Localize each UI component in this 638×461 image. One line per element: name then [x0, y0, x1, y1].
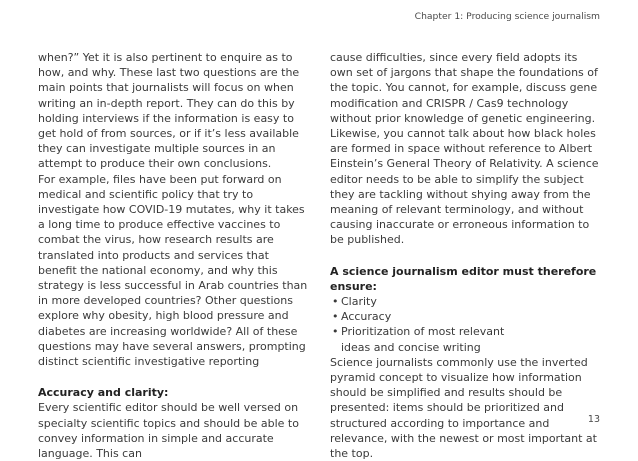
- left-paragraph-3: Every scientific editor should be well versed on specialty scientific topics and should be able to convey information in simple and accurate language. This can: [38, 401, 299, 461]
- list-item-text: Clarity: [341, 295, 377, 309]
- bullet-icon: •: [332, 310, 339, 324]
- list-item: [330, 309, 602, 324]
- left-paragraph-2: For example, files have been put forward on medical and scientific policy that try to investigate how COVID-19 mutates, why it takes a long time to produce effective vaccines to combat the virus, how research results are translated into products and services that benefit the national economy, and why this strategy is less successful in Arab countries than in more developed countries? Other questions explore why obesity, high blood pressure and diabetes are increasing worldwide? All of these questions may have several answers, prompting distinct scientific investigative reporting: [38, 172, 308, 369]
- left-paragraph-1: when?” Yet it is also pertinent to enquire as to how, and why. These last two questions are the main points that journalists will focus on when writing an in-depth report. They can do this by holding interviews if the information is easy to get hold of from sources, or if it’s less available they can investigate multiple sources in an attempt to produce their own conclusions.: [38, 51, 300, 171]
- right-column: [330, 50, 602, 461]
- right-paragraph-2: Science journalists commonly use the inverted pyramid concept to visualize how information should be simplified and results should be presented: items should be prioritized and structured according to importance and relevance, with the newest or most important at the top.: [330, 355, 597, 461]
- bullet-icon: •: [332, 295, 339, 309]
- left-column: [38, 50, 310, 461]
- bullet-icon: •: [332, 325, 339, 339]
- section-heading-editor-must: A science journalism editor must therefore ensure:: [330, 264, 597, 293]
- right-paragraph-1: cause difficulties, since every field adopts its own set of jargons that shape the foundations of the topic. You cannot, for example, discuss gene modification and CRISPR / Cas9 technology without prior knowledge of genetic engineering. Likewise, you cannot talk about how black holes are formed in space without reference to Albert Einstein’s General Theory of Relativity. A science editor needs to be able to simplify the subject they are tackling without shying away from the meaning of relevant terminology, and without causing inaccurate or erroneous information to be published.: [330, 51, 599, 247]
- section-heading-accuracy: Accuracy and clarity:: [38, 386, 169, 400]
- list-item: [330, 324, 602, 354]
- list-item: [330, 294, 602, 309]
- list-item-text: Prioritization of most relevant ideas and concise writing: [341, 325, 505, 354]
- page-number: 13: [587, 414, 600, 425]
- ensure-list: [330, 294, 602, 355]
- list-item-text: Accuracy: [341, 310, 392, 324]
- running-head: Chapter 1: Producing science journalism: [414, 11, 600, 22]
